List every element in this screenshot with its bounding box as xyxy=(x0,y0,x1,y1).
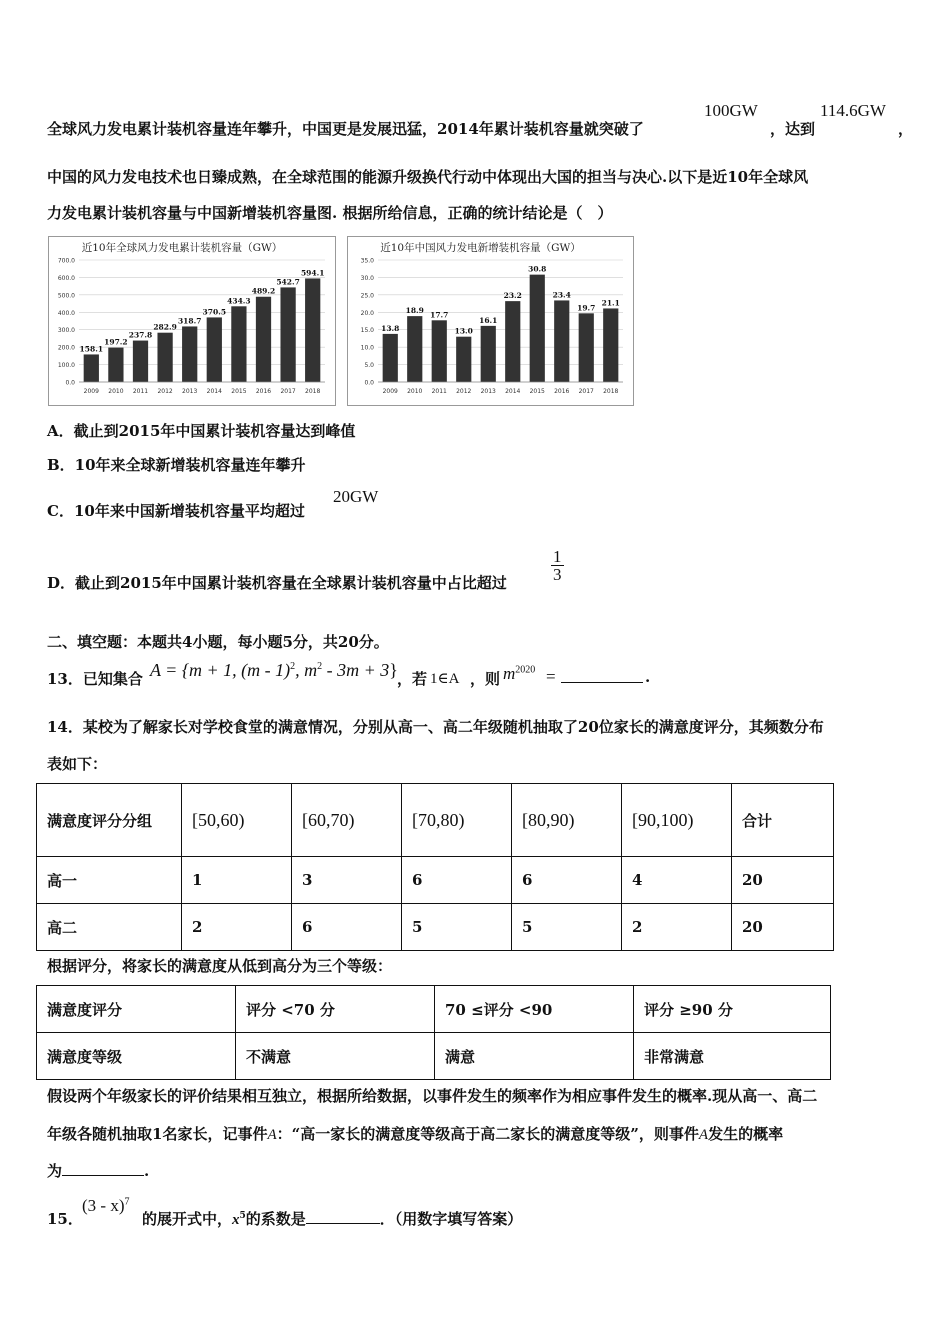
table-cell: 2 xyxy=(622,904,732,951)
para2-text-a: 年级各随机抽取1名家长，记事件 xyxy=(47,1125,268,1143)
y-tick-label: 300.0 xyxy=(57,327,75,335)
data-label: 21.1 xyxy=(601,298,620,308)
q15-text-c: ．（用数字填写答案） xyxy=(379,1210,523,1228)
table-header-cell: 满意度评分分组 xyxy=(37,784,182,857)
interval: [90,100) xyxy=(632,809,694,830)
para3-text: 为 xyxy=(47,1162,63,1180)
bar xyxy=(256,297,271,382)
data-label: 17.7 xyxy=(430,310,449,320)
data-label: 434.3 xyxy=(227,296,251,306)
power-base: m xyxy=(503,664,516,683)
bar xyxy=(407,316,422,382)
x-tick-label: 2018 xyxy=(305,388,321,395)
table-cell: 20 xyxy=(732,904,834,951)
data-label: 542.7 xyxy=(276,277,300,287)
x-tick-label: 2015 xyxy=(529,388,545,395)
bar xyxy=(456,337,471,382)
x-tick-label: 2016 xyxy=(255,388,272,395)
set-close: } xyxy=(389,660,398,680)
binomial-exp: 7 xyxy=(124,1196,130,1208)
china-new-capacity-chart xyxy=(347,236,634,406)
y-tick-label: 500.0 xyxy=(57,292,75,300)
y-tick-label: 20.0 xyxy=(360,309,374,317)
bar xyxy=(207,317,222,382)
chart-title: 近10年中国风力发电新增装机容量（GW） xyxy=(380,242,581,254)
chart-title: 近10年全球风力发电累计装机容量（GW） xyxy=(81,242,283,254)
q12-line1-end: ， xyxy=(898,120,914,138)
y-tick-label: 5.0 xyxy=(364,362,374,370)
table-cell: 3 xyxy=(292,857,402,904)
fraction-numerator: 1 xyxy=(553,547,562,566)
data-label: 16.1 xyxy=(479,315,498,325)
x-tick-label: 2013 xyxy=(480,388,496,395)
y-tick-label: 100.0 xyxy=(57,362,75,370)
y-tick-label: 15.0 xyxy=(360,327,374,335)
data-label: 18.9 xyxy=(405,306,424,316)
data-label: 594.1 xyxy=(300,268,325,278)
table-header-cell xyxy=(622,784,732,857)
para3-end: . xyxy=(144,1162,150,1180)
global-capacity-chart-svg xyxy=(49,237,335,405)
x-tick-label: 2017 xyxy=(280,388,296,395)
q15-number: 15． xyxy=(47,1210,83,1228)
q13-answer-blank[interactable] xyxy=(561,668,643,687)
x-tick-label: 2016 xyxy=(554,388,570,395)
option-a: A．截止到2015年中国累计装机容量达到峰值 xyxy=(47,422,356,440)
table-cell: 1 xyxy=(182,857,292,904)
power-exp: 2020 xyxy=(515,664,536,676)
set-elem3: , m xyxy=(295,660,318,680)
x-tick-label: 2012 xyxy=(456,388,472,395)
q13-condition: 1∈A xyxy=(430,671,460,687)
data-label: 282.9 xyxy=(153,322,177,332)
x-tick-label: 2012 xyxy=(157,388,173,395)
interval: [80,90) xyxy=(522,809,575,830)
q15-text xyxy=(142,1208,522,1229)
table-row xyxy=(37,857,834,904)
x-tick-label: 2014 xyxy=(206,388,222,395)
data-label: 30.8 xyxy=(528,264,547,274)
table-header-row xyxy=(37,784,834,857)
table-header-cell xyxy=(402,784,512,857)
table-header-cell xyxy=(292,784,402,857)
q13-equals: = xyxy=(546,667,556,686)
q13-mid2: ，则 xyxy=(470,670,501,688)
table-cell: 满意度评分 xyxy=(37,986,236,1033)
bar xyxy=(505,301,520,382)
q12-line1-text: 全球风力发电累计装机容量连年攀升，中国更是发展迅猛，2014年累计装机容量就突破了 xyxy=(47,120,644,138)
bar xyxy=(530,275,545,382)
bar xyxy=(231,306,246,382)
q14-line2: 表如下： xyxy=(47,755,108,773)
x-tick-label: 2010 xyxy=(407,388,423,395)
y-tick-label: 600.0 xyxy=(57,274,75,282)
bar xyxy=(603,308,618,382)
q12-line3: 力发电累计装机容量与中国新增装机容量图. 根据所给信息，正确的统计结论是（ ） xyxy=(47,204,613,222)
table-cell: 不满意 xyxy=(236,1033,435,1080)
table-header-cell xyxy=(512,784,622,857)
exp-2b: 2 xyxy=(317,661,323,672)
q13-set-expression xyxy=(150,660,398,681)
set-elem3-tail: - 3m + 3 xyxy=(322,660,390,680)
table-cell: 6 xyxy=(292,904,402,951)
data-label: 158.1 xyxy=(79,344,104,354)
y-tick-label: 35.0 xyxy=(360,257,374,265)
x-tick-label: 2018 xyxy=(603,388,619,395)
data-label: 237.8 xyxy=(128,330,153,340)
bar xyxy=(157,333,172,382)
bar xyxy=(432,320,447,382)
x-tick-label: 2013 xyxy=(182,388,198,395)
bar xyxy=(305,278,320,382)
q15-text-a: 的展开式中， xyxy=(142,1210,233,1228)
q13-power xyxy=(503,664,535,684)
x-tick-label: 2009 xyxy=(382,388,398,395)
q15-answer-blank[interactable] xyxy=(306,1209,380,1224)
q12-line1 xyxy=(47,118,644,139)
table-cell: 满意度等级 xyxy=(37,1033,236,1080)
bar xyxy=(481,326,496,382)
option-d: D．截止到2015年中国累计装机容量在全球累计装机容量中占比超过 xyxy=(47,574,507,592)
q14-middle: 根据评分，将家长的满意度从低到高分为三个等级： xyxy=(47,957,393,975)
q13-prefix: 13．已知集合 xyxy=(47,670,143,688)
q12-line1-mid: ，达到 xyxy=(770,120,816,138)
x-tick-label: 2010 xyxy=(108,388,124,395)
var-exp: 5 xyxy=(239,1211,246,1221)
var-x: x xyxy=(232,1212,240,1228)
exp-2: 2 xyxy=(290,661,296,672)
interval: [60,70) xyxy=(302,809,355,830)
x-tick-label: 2015 xyxy=(231,388,247,395)
grade-table xyxy=(36,985,831,1080)
interval: [70,80) xyxy=(412,809,465,830)
option-b: B．10年来全球新增装机容量连年攀升 xyxy=(47,456,306,474)
para2-text-c: 发生的概率 xyxy=(708,1125,784,1143)
option-c: C．10年来中国新增装机容量平均超过 xyxy=(47,502,305,520)
event-a: A xyxy=(267,1127,277,1143)
y-tick-label: 10.0 xyxy=(360,344,374,352)
bar xyxy=(108,348,123,382)
table-cell: 评分 ≥90 分 xyxy=(634,986,831,1033)
frequency-table xyxy=(36,783,834,951)
y-tick-label: 700.0 xyxy=(57,257,75,265)
q12-line2: 中国的风力发电技术也日臻成熟，在全球范围的能源升级换代行动中体现出大国的担当与决心.以下是近10年全球风 xyxy=(47,168,809,186)
set-elems: m + 1, (m - 1) xyxy=(189,660,291,680)
bar xyxy=(133,341,148,382)
data-label: 23.2 xyxy=(503,291,522,301)
data-label: 370.5 xyxy=(202,307,227,317)
table-row xyxy=(37,1033,831,1080)
q15-expression xyxy=(82,1196,129,1216)
event-a: A xyxy=(698,1127,709,1143)
interval: [50,60) xyxy=(192,809,245,830)
data-label: 23.4 xyxy=(552,290,571,300)
option-d-fraction xyxy=(551,548,564,583)
table-cell: 5 xyxy=(512,904,622,951)
table-cell: 6 xyxy=(402,857,512,904)
q13-mid: ，若 xyxy=(397,670,428,688)
q14-para1: 假设两个年级家长的评价结果相互独立，根据所给数据，以事件发生的频率作为相应事件发生的概率.现从高一、高二 xyxy=(47,1087,818,1105)
table-cell: 5 xyxy=(402,904,512,951)
table-row xyxy=(37,904,834,951)
fraction-denominator: 3 xyxy=(553,565,562,584)
y-tick-label: 25.0 xyxy=(360,292,374,300)
table-cell: 高二 xyxy=(37,904,182,951)
option-c-value: 20GW xyxy=(333,487,379,506)
bar xyxy=(84,354,99,382)
y-tick-label: 0.0 xyxy=(65,379,75,387)
table-header-cell xyxy=(182,784,292,857)
x-tick-label: 2011 xyxy=(431,388,447,395)
china-new-capacity-chart-svg xyxy=(348,237,633,405)
table-cell: 高一 xyxy=(37,857,182,904)
table-cell: 满意 xyxy=(435,1033,634,1080)
table-cell: 70 ≤评分 <90 xyxy=(435,986,634,1033)
bar xyxy=(280,287,295,382)
data-label: 489.2 xyxy=(251,286,276,296)
table-cell: 非常满意 xyxy=(634,1033,831,1080)
table-cell: 20 xyxy=(732,857,834,904)
table-cell: 评分 <70 分 xyxy=(236,986,435,1033)
data-label: 13.0 xyxy=(454,326,473,336)
table-cell: 6 xyxy=(512,857,622,904)
binomial: (3 - x) xyxy=(82,1196,125,1215)
q14-para3 xyxy=(47,1160,149,1181)
x-tick-label: 2017 xyxy=(578,388,594,395)
set-open: A = { xyxy=(150,660,190,680)
bar xyxy=(579,313,594,382)
data-label: 13.8 xyxy=(381,323,400,333)
table-cell: 2 xyxy=(182,904,292,951)
bar xyxy=(554,300,569,382)
q15-text-b: 的系数是 xyxy=(245,1210,306,1228)
table-row xyxy=(37,986,831,1033)
data-label: 318.7 xyxy=(177,316,202,326)
x-tick-label: 2011 xyxy=(132,388,149,395)
para2-text-b: ：“高一家长的满意度等级高于高二家长的满意度等级”，则事件 xyxy=(276,1125,699,1143)
q13-end: . xyxy=(645,668,651,686)
data-label: 19.7 xyxy=(577,303,596,313)
table-cell: 4 xyxy=(622,857,732,904)
bar xyxy=(383,334,398,382)
global-capacity-chart xyxy=(48,236,336,406)
y-tick-label: 0.0 xyxy=(364,379,374,387)
section-heading: 二、填空题：本题共4小题，每小题5分，共20分。 xyxy=(47,633,389,651)
data-label: 197.2 xyxy=(104,337,128,347)
y-tick-label: 30.0 xyxy=(360,274,374,282)
q12-value-1146gw: 114.6GW xyxy=(820,101,886,120)
q14-para2 xyxy=(47,1123,783,1144)
y-tick-label: 400.0 xyxy=(57,309,75,317)
table-header-cell: 合计 xyxy=(732,784,834,857)
q12-value-100gw: 100GW xyxy=(704,101,758,120)
x-tick-label: 2009 xyxy=(83,388,99,395)
q14-line1: 14．某校为了解家长对学校食堂的满意情况，分别从高一、高二年级随机抽取了20位家长的满意度评分，其频数分布 xyxy=(47,718,824,736)
x-tick-label: 2014 xyxy=(505,388,521,395)
bar xyxy=(182,326,197,382)
q14-answer-blank[interactable] xyxy=(62,1161,144,1176)
y-tick-label: 200.0 xyxy=(57,344,75,352)
